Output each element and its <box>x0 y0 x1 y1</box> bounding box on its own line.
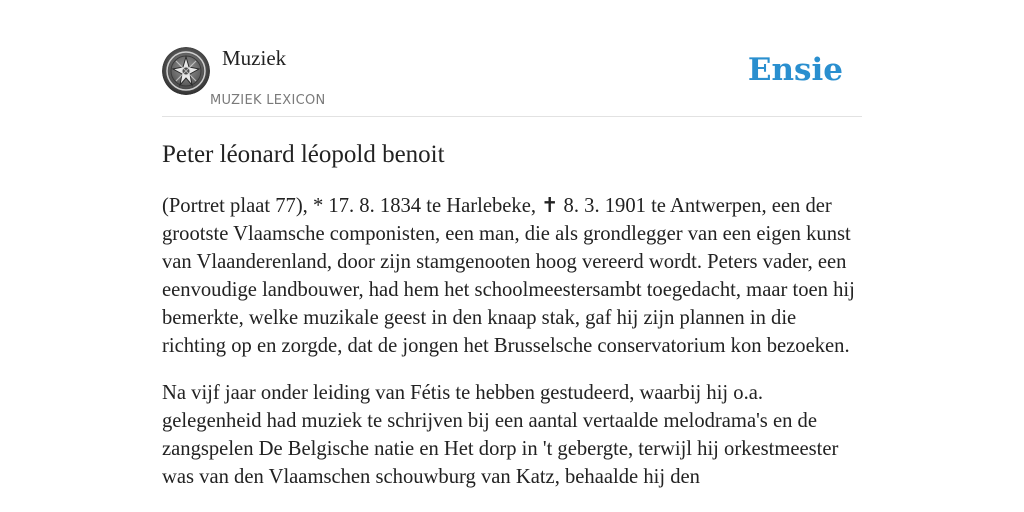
category-avatar[interactable] <box>162 47 210 95</box>
subcategory-label[interactable]: MUZIEK LEXICON <box>210 93 326 108</box>
header <box>162 0 862 117</box>
category-link[interactable]: Muziek <box>222 46 287 70</box>
brand-logo[interactable]: Ensie <box>747 52 843 88</box>
article-paragraph: (Portret plaat 77), * 17. 8. 1834 te Harlebeke, ✝ 8. 3. 1901 te Antwerpen, een der grootste Vlaamsche componisten, een man, die als grondlegger van een eigen kunst van Vlaanderenland, door zijn stamgenooten hoog vereerd wordt. Peters vader, een eenvoudige landbouwer, had hem het schoolmeestersambt toegedacht, maar toen hij bemerkte, welke muzikale geest in den knaap stak, gaf hij zijn plannen in die richting op en zorgde, dat de jongen het Brusselsche conservatorium kon bezoeken. <box>162 195 855 357</box>
article-paragraph: Na vijf jaar onder leiding van Fétis te hebben gestudeerd, waarbij hij o.a. gelegenheid had muziek te schrijven bij een aantal vertaalde melodrama's en de zangspelen De Belgische natie en Het dorp in 't gebergte, terwijl hij orkestmeester was van den Vlaamschen schouwburg van Katz, behaalde hij den <box>162 382 839 488</box>
article-body <box>162 192 860 510</box>
article-title: Peter léonard léopold benoit <box>162 141 445 168</box>
emblem-icon <box>162 47 210 95</box>
